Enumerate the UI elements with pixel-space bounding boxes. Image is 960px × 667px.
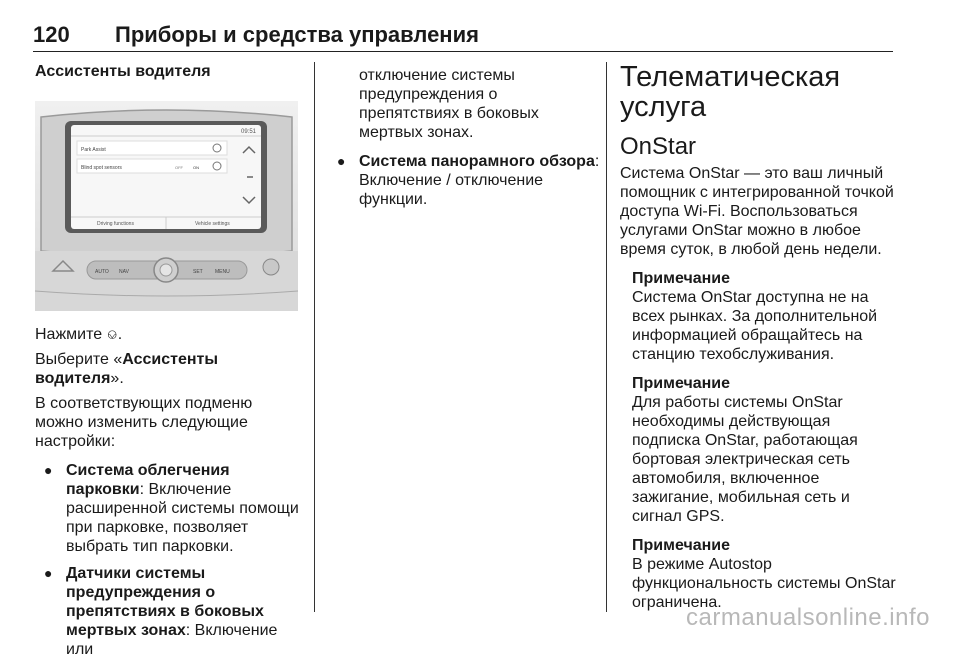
column-divider [314,62,315,612]
bullet-icon: ● [337,153,346,169]
car-settings-icon: ⎉ [106,326,118,342]
continuation-text: отключение системы предупреждения о препятствиях в боковых мертвых зонах. [359,67,539,141]
column-left [35,62,303,667]
column-middle [328,66,600,217]
park-assist-row: Park Assist [81,147,106,153]
select-instruction: Выберите «Ассистенты водителя». [35,351,219,387]
svg-text:SET: SET [193,269,203,275]
svg-text:MENU: MENU [215,269,230,275]
column-right [620,62,900,612]
note-label: Примечание [632,375,731,392]
page-number: 120 [33,22,70,47]
settings-list-continued [328,152,600,209]
tab-vehicle-settings: Vehicle settings [195,221,230,227]
section-title: Телематическая услуга [620,61,841,123]
section-heading: Ассистенты водителя [35,63,211,80]
onstar-intro: Система OnStar — это ваш личный помощник с интегрированной точкой доступа Wi-Fi. Воспользоваться услугами OnStar можно в любое время суток, в любой день недели. [620,165,894,258]
submenu-text: В соответствующих подменю можно изменить следующие настройки: [35,395,253,450]
blind-spot-row: Blind spot sensors [81,165,122,171]
note-label: Примечание [632,270,731,287]
dashboard-illustration [35,101,298,311]
note-text: В режиме Autostop функциональность системы OnStar ограничена. [632,556,896,611]
list-item: ● Система панорамного обзора: Включение / отключение функции. [337,153,600,208]
note-text: Для работы системы OnStar необходимы действующая подписка OnStar, работающая бортовая электрическая сеть автомобиля, включенное зажигание, мобильная сеть и сигнал GPS. [632,394,858,525]
chapter-title: Приборы и средства управления [115,22,479,47]
page-header [33,14,893,52]
list-item: ● Система облегчения парковки: Включение расширенной системы помощи при парковке, позволяет выбрать тип парковки. [44,462,299,555]
bullet-icon: ● [44,462,53,478]
note-label: Примечание [632,537,731,554]
subsection-title: OnStar [620,133,697,160]
column-divider [606,62,607,612]
list-item: ● Датчики системы предупреждения о препятствиях в боковых мертвых зонах: Включение или [44,565,278,658]
option-off: OFF [175,165,183,170]
press-instruction: Нажмите ⎉. [35,326,123,343]
note [620,536,900,612]
note [620,269,900,364]
infotainment-figure [35,101,298,311]
svg-text:NAV: NAV [119,269,129,275]
note [620,374,900,526]
settings-list [35,461,303,659]
note-text: Система OnStar доступна не на всех рынках. За дополнительной информацией обращайтесь на станцию техобслуживания. [632,289,878,363]
watermark: carmanualsonline.info [686,604,930,631]
bullet-icon: ● [44,565,53,581]
tab-driving-functions: Driving functions [97,221,134,227]
svg-text:AUTO: AUTO [95,269,109,275]
status-time: 09:51 [241,129,257,135]
option-on: ON [193,165,199,170]
